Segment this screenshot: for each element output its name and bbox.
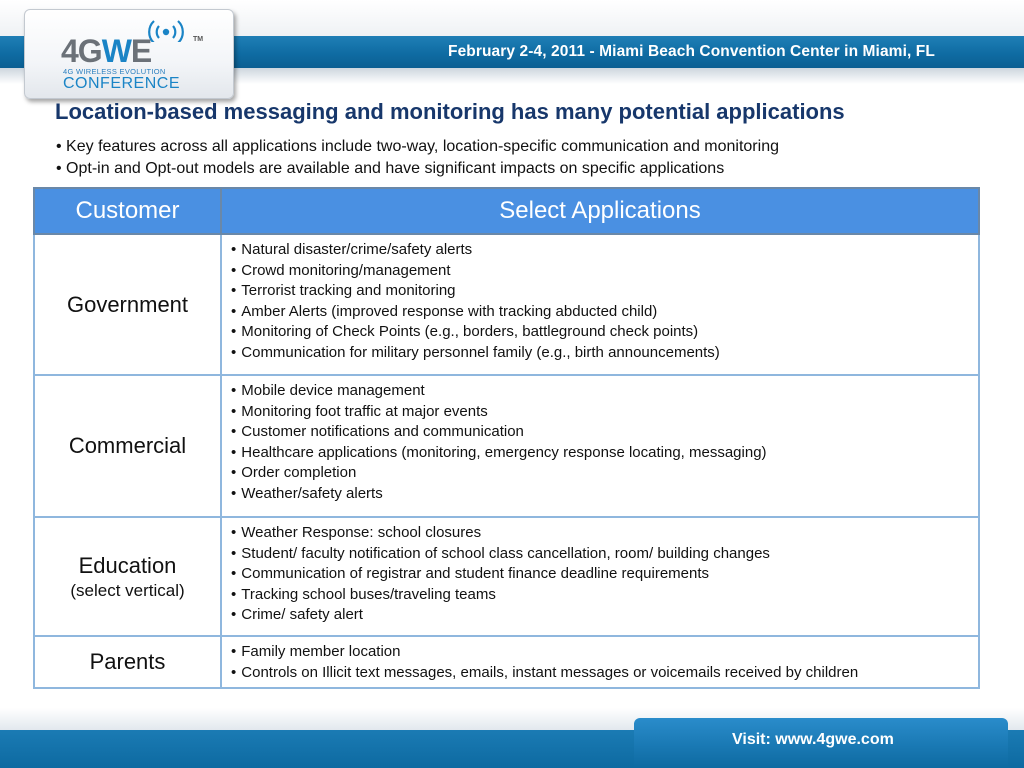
list-item: • Tracking school buses/traveling teams [231, 585, 978, 606]
applications-cell [221, 375, 979, 517]
list-item: • Crime/ safety alert [231, 605, 978, 626]
customer-cell [34, 234, 221, 375]
table-row-commercial [34, 375, 979, 517]
list-item: • Controls on Illicit text messages, emails, instant messages or voicemails received by children [231, 663, 978, 684]
slide-title: Location-based messaging and monitoring has many potential applications [55, 99, 845, 124]
customer-name: Parents [89, 649, 166, 674]
list-item: • Family member location [231, 642, 978, 663]
customer-note: (select vertical) [70, 580, 185, 600]
customer-name: Government [66, 291, 189, 317]
table-row-government [34, 234, 979, 375]
event-info: February 2-4, 2011 - Miami Beach Convention Center in Miami, FL [448, 43, 935, 60]
table-header-row [34, 188, 979, 234]
list-item: • Weather/safety alerts [231, 484, 978, 505]
list-item: • Terrorist tracking and monitoring [231, 281, 978, 302]
column-header-applications: Select Applications [221, 188, 979, 234]
applications-cell [221, 234, 979, 375]
list-item: • Monitoring foot traffic at major events [231, 402, 978, 423]
conference-logo [24, 9, 234, 99]
applications-list [231, 523, 978, 626]
logo-trademark: TM [193, 36, 204, 43]
applications-list [231, 240, 978, 364]
list-item: • Natural disaster/crime/safety alerts [231, 240, 978, 261]
customer-cell [34, 636, 221, 688]
customer-cell [34, 375, 221, 517]
customer-cell [34, 517, 221, 636]
list-item: • Amber Alerts (improved response with tracking abducted child) [231, 302, 978, 323]
logo-wordmark: 4GWE [61, 33, 152, 69]
list-item: • Communication of registrar and student finance deadline requirements [231, 564, 978, 585]
applications-cell [221, 636, 979, 688]
customer-name: Commercial [68, 433, 187, 458]
list-item: • Customer notifications and communication [231, 422, 978, 443]
logo-conference-label: CONFERENCE [63, 75, 181, 92]
column-header-customer: Customer [34, 188, 221, 234]
intro-bullet: • Key features across all applications include two-way, location-specific communication and monitoring [56, 138, 779, 155]
applications-list [231, 381, 978, 505]
list-item: • Monitoring of Check Points (e.g., borders, battleground check points) [231, 322, 978, 343]
list-item: • Order completion [231, 463, 978, 484]
list-item: • Student/ faculty notification of school class cancellation, room/ building changes [231, 544, 978, 565]
table-row-education [34, 517, 979, 636]
applications-cell [221, 517, 979, 636]
table-row-parents [34, 636, 979, 688]
list-item: • Healthcare applications (monitoring, emergency response locating, messaging) [231, 443, 978, 464]
customer-name: Education [78, 552, 177, 578]
intro-bullets [56, 136, 779, 180]
intro-bullet: • Opt-in and Opt-out models are available and have significant impacts on specific applications [56, 160, 725, 177]
applications-list [231, 642, 978, 683]
logo-subtitle: 4G WIRELESS EVOLUTION [63, 67, 166, 76]
list-item: • Communication for military personnel family (e.g., birth announcements) [231, 343, 978, 364]
list-item: • Mobile device management [231, 381, 978, 402]
list-item: • Crowd monitoring/management [231, 261, 978, 282]
applications-table [33, 187, 980, 689]
list-item: • Weather Response: school closures [231, 523, 978, 544]
wireless-signal-icon [146, 16, 186, 42]
website-link[interactable]: Visit: www.4gwe.com [732, 731, 894, 748]
